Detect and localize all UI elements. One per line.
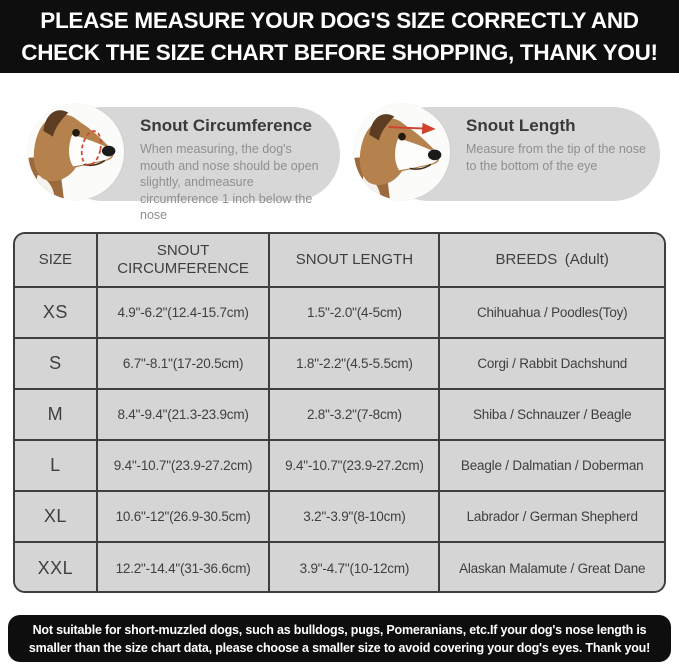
snout-length-cell: 9.4"-10.7"(23.9-27.2cm) — [269, 440, 439, 491]
dog-head-illustration — [354, 104, 450, 200]
table-row — [15, 338, 664, 389]
footer-banner-line2: smaller than the size chart data, please choose a smaller size to avoid covering your dog's eyes. Thank you! — [28, 640, 651, 655]
breeds-cell: Chihuahua / Poodles(Toy) — [439, 287, 664, 338]
table-row — [15, 542, 664, 593]
size-cell: XS — [15, 287, 97, 338]
snout-circumference-cell: 4.9"-6.2"(12.4-15.7cm) — [97, 287, 270, 338]
snout-length-description: Measure from the tip of the nose to the bottom of the eye — [466, 142, 646, 173]
breeds-cell: Corgi / Rabbit Dachshund — [439, 338, 664, 389]
snout-circumference-cell: 10.6"-12"(26.9-30.5cm) — [97, 491, 270, 542]
size-cell: S — [15, 338, 97, 389]
size-cell: XL — [15, 491, 97, 542]
breeds-cell: Labrador / German Shepherd — [439, 491, 664, 542]
breeds-cell: Shiba / Schnauzer / Beagle — [439, 389, 664, 440]
snout-length-cell: 3.9"-4.7"(10-12cm) — [269, 542, 439, 593]
size-cell: M — [15, 389, 97, 440]
size-table-header-row — [15, 234, 664, 287]
header-banner — [0, 0, 679, 73]
dog-head-illustration — [28, 104, 124, 200]
snout-length-cell: 1.8"-2.2"(4.5-5.5cm) — [269, 338, 439, 389]
column-header: SNOUT CIRCUMFERENCE — [97, 234, 270, 287]
header-banner-line1: PLEASE MEASURE YOUR DOG'S SIZE CORRECTLY AND — [40, 7, 639, 33]
snout-length-cell: 3.2"-3.9"(8-10cm) — [269, 491, 439, 542]
snout-circumference-description: When measuring, the dog's mouth and nose should be open slightly, andmeasure circumference 1 inch below the nose — [140, 142, 319, 222]
snout-length-cell: 1.5"-2.0"(4-5cm) — [269, 287, 439, 338]
table-row — [15, 491, 664, 542]
snout-circumference-title: Snout Circumference — [140, 116, 312, 135]
snout-circumference-guide — [28, 104, 340, 222]
table-row — [15, 389, 664, 440]
snout-length-text — [466, 116, 646, 174]
snout-circumference-cell: 12.2"-14.4"(31-36.6cm) — [97, 542, 270, 593]
footer-banner-line1: Not suitable for short-muzzled dogs, such as bulldogs, pugs, Pomeranians, etc.If your dog's nose length is — [32, 622, 647, 637]
column-header: SNOUT LENGTH — [269, 234, 439, 287]
snout-circumference-cell: 6.7"-8.1"(17-20.5cm) — [97, 338, 270, 389]
snout-length-cell: 2.8"-3.2"(7-8cm) — [269, 389, 439, 440]
table-row — [15, 440, 664, 491]
table-row — [15, 287, 664, 338]
measure-guides-row — [0, 104, 679, 222]
footer-banner — [8, 615, 671, 662]
column-header: BREEDS (Adult) — [439, 234, 664, 287]
size-chart-table — [13, 232, 666, 593]
header-banner-line2: CHECK THE SIZE CHART BEFORE SHOPPING, THANK YOU! — [21, 39, 658, 65]
dog-head-snout-circumference-image — [28, 104, 124, 200]
size-cell: XXL — [15, 542, 97, 593]
snout-length-title: Snout Length — [466, 116, 576, 135]
snout-circumference-text — [140, 116, 326, 224]
breeds-cell: Beagle / Dalmatian / Doberman — [439, 440, 664, 491]
size-cell: L — [15, 440, 97, 491]
snout-circumference-cell: 8.4"-9.4"(21.3-23.9cm) — [97, 389, 270, 440]
dog-head-snout-length-image — [354, 104, 450, 200]
snout-length-guide — [354, 104, 660, 203]
breeds-cell: Alaskan Malamute / Great Dane — [439, 542, 664, 593]
column-header: SIZE — [15, 234, 97, 287]
snout-circumference-cell: 9.4"-10.7"(23.9-27.2cm) — [97, 440, 270, 491]
size-table-body — [15, 287, 664, 593]
